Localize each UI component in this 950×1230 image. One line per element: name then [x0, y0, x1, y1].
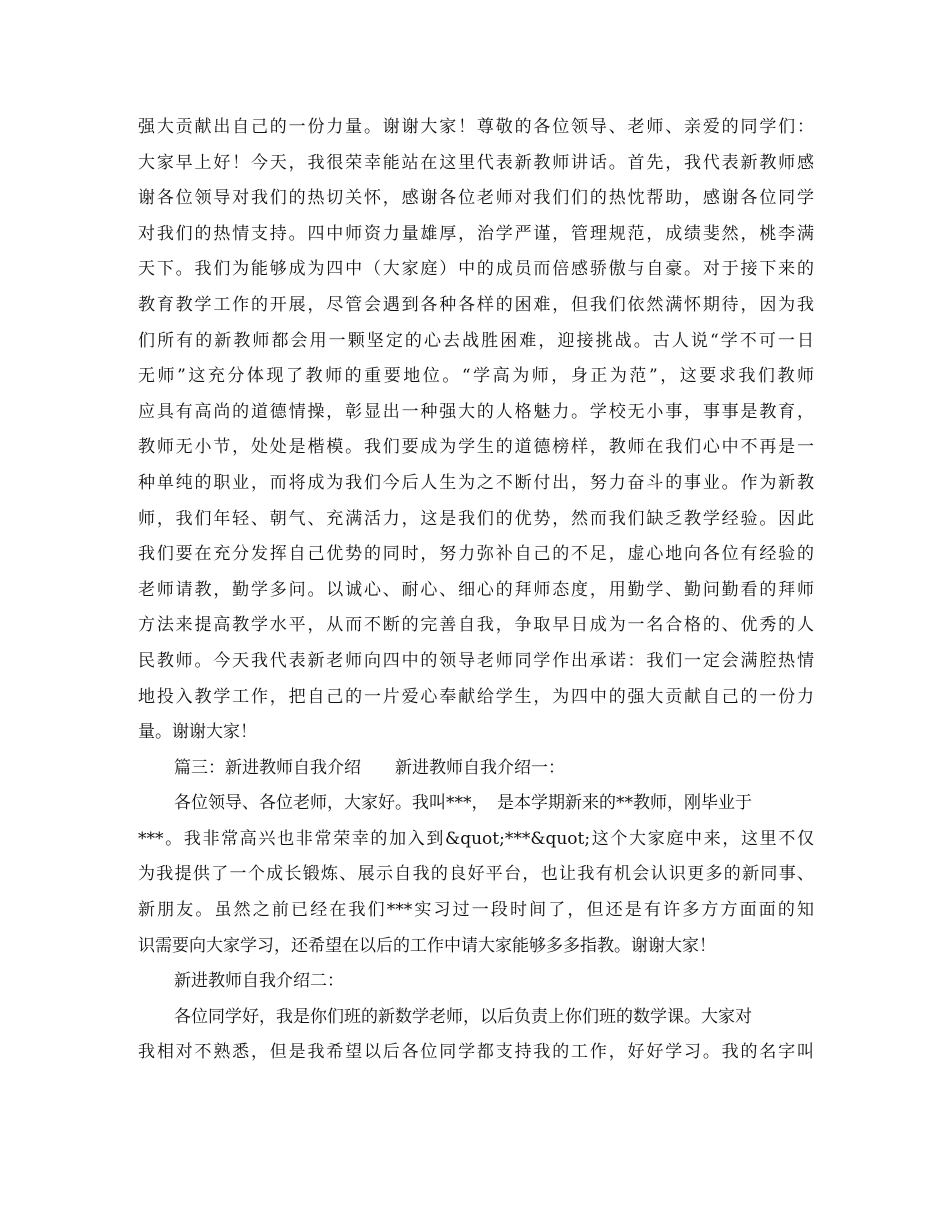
text-line: 强大贡献出自己的一份力量。谢谢大家！尊敬的各位领导、老师、亲爱的同学们： [138, 117, 814, 137]
text-line: 大家早上好！今天，我很荣幸能站在这里代表新教师讲话。首先，我代表新教师感 [138, 152, 814, 173]
text-line: 为我提供了一个成长锻炼、展示自我的良好平台，也让我有机会认识更多的新同事、 [138, 864, 814, 885]
text-line: 无师”这充分体现了教师的重要地位。“学高为师，身正为范”，这要求我们教师 [138, 366, 814, 387]
text-line: 对我们的热情支持。四中师资力量雄厚，治学严谨，管理规范，成绩斐然，桃李满 [138, 223, 814, 244]
text-line: 量。谢谢大家！ [138, 722, 257, 743]
text-line: ***。我非常高兴也非常荣幸的加入到&quot;***&quot;这个大家庭中来，这里不仅 [138, 828, 814, 849]
text-line: 我相对不熟悉，但是我希望以后各位同学都支持我的工作，好好学习。我的名字叫 [138, 1042, 814, 1063]
text-line: 各位同学好，我是你们班的新数学老师，以后负责上你们班的数学课。大家对 [174, 1006, 752, 1027]
text-line: 教育教学工作的开展，尽管会遇到各种各样的困难，但我们依然满怀期待，因为我 [138, 294, 814, 315]
text-line: 方法来提高教学水平，从而不断的完善自我，争取早日成为一名合格的、优秀的人 [138, 615, 814, 636]
text-line: 们所有的新教师都会用一颗坚定的心去战胜困难，迎接挑战。古人说“学不可一日 [138, 330, 814, 351]
text-line: 新进教师自我介绍二： [174, 971, 344, 992]
text-line: 我们要在充分发挥自己优势的同时，努力弥补自己的不足，虚心地向各位有经验的 [138, 544, 814, 565]
text-line: 种单纯的职业，而将成为我们今后人生为之不断付出，努力奋斗的事业。作为新教 [138, 472, 814, 493]
text-line: 教师无小节，处处是楷模。我们要成为学生的道德榜样，教师在我们心中不再是一 [138, 437, 814, 458]
document-page [138, 110, 814, 1071]
text-line: 各位领导、各位老师，大家好。我叫***， 是本学期新来的**教师，刚毕业于 [174, 793, 752, 814]
text-line: 地投入教学工作，把自己的一片爱心奉献给学生，为四中的强大贡献自己的一份力 [138, 686, 814, 707]
text-line: 天下。我们为能够成为四中（大家庭）中的成员而倍感骄傲与自豪。对于接下来的 [138, 259, 814, 280]
text-line: 应具有高尚的道德情操，彰显出一种强大的人格魅力。学校无小事，事事是教育， [138, 401, 814, 422]
text-line: 新朋友。虽然之前已经在我们***实习过一段时间了，但还是有许多方方面面的知 [138, 900, 814, 921]
text-line: 民教师。今天我代表新老师向四中的领导老师同学作出承诺：我们一定会满腔热情 [138, 650, 814, 671]
text-line: 谢各位领导对我们的热切关怀，感谢各位老师对我们们的热忱帮助，感谢各位同学 [138, 188, 814, 209]
text-line: 识需要向大家学习，还希望在以后的工作中请大家能够多多指教。谢谢大家！ [138, 935, 716, 956]
text-line: 老师请教，勤学多问。以诚心、耐心、细心的拜师态度，用勤学、勤问勤看的拜师 [138, 579, 814, 600]
text-line: 篇三：新进教师自我介绍 新进教师自我介绍一： [174, 757, 565, 778]
text-line: 师，我们年轻、朝气、充满活力，这是我们的优势，然而我们缺乏教学经验。因此 [138, 508, 814, 529]
